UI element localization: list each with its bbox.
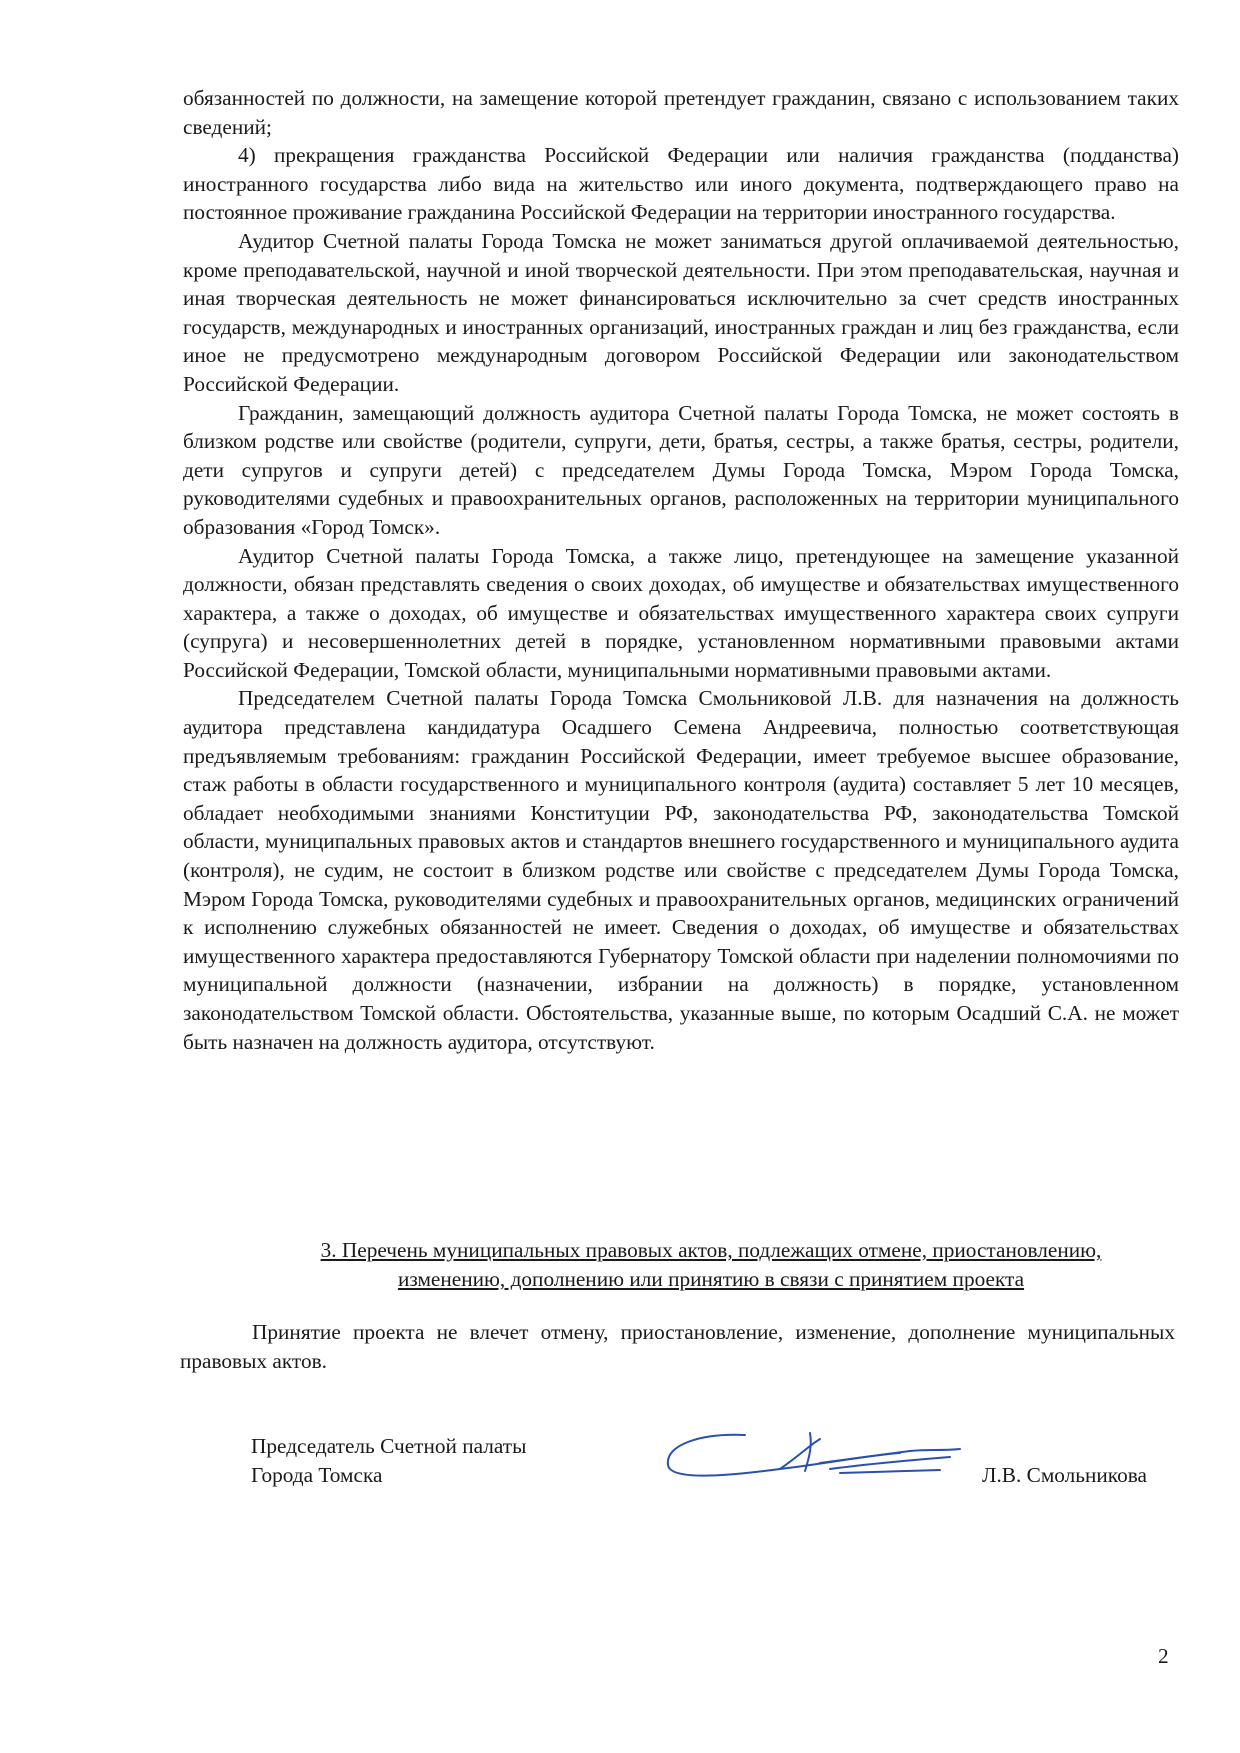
signatory-title	[251, 1432, 526, 1490]
signatory-title-line-1: Председатель Счетной палаты	[251, 1434, 527, 1458]
section-3-heading-line-2: изменению, дополнению или принятию в связи с принятием проекта	[397, 1267, 1025, 1291]
signatory-name: Л.В. Смольникова	[982, 1463, 1147, 1487]
paragraph-continuation: обязанностей по должности, на замещение которой претендует гражданин, связано с использованием таких сведений;	[183, 86, 1179, 139]
paragraph-kinship: Гражданин, замещающий должность аудитора Счетной палаты Города Томска, не может состоять в близком родстве или свойстве (родители, супруги, дети, братья, сестры, а также братья, сестры, родители, дети супругов и супруги детей) с председателем Думы Города Томска, Мэром Города Томска, руководителями судебных и правоохранительных органов, расположенных на территории муниципального образования «Город Томск».	[183, 400, 1179, 539]
handwritten-signature	[660, 1425, 970, 1495]
section-3-body: Принятие проекта не влечет отмену, приостановление, изменение, дополнение муниципальных правовых актов.	[180, 1320, 1175, 1373]
paragraph-candidate: Председателем Счетной палаты Города Томска Смольниковой Л.В. для назначения на должность аудитора представлена кандидатура Осадшего Семена Андреевича, полностью соответствующая предъявляемым требованиям: гражданин Российской Федерации, имеет требуемое высшее образование, стаж работы в области государственного и муниципального контроля (аудита) составляет 5 лет 10 месяцев, обладает необходимыми знаниями Конституции РФ, законодательства РФ, законодательства Томской области, муниципальных правовых актов и стандартов внешнего государственного и муниципального аудита (контроля), не судим, не состоит в близком родстве или свойстве с председателем Думы Города Томска, Мэром Города Томска, руководителями судебных и правоохранительных органов, медицинских ограничений к исполнению служебных обязанностей не имеет. Сведения о доходах, об имуществе и обязательствах имущественного характера предоставляются Губернатору Томской области при наделении полномочиями по муниципальной должности (назначении, избрании на должность) в порядке, установленном законодательством Томской области. Обстоятельства, указанные выше, по которым Осадший С.А. не может быть назначен на должность аудитора, отсутствуют.	[183, 686, 1179, 1054]
document-body	[183, 84, 1179, 1056]
signatory-title-line-2: Города Томска	[251, 1463, 383, 1487]
paragraph-item-4: 4) прекращения гражданства Российской Федерации или наличия гражданства (подданства) иностранного государства либо вида на жительство или иного документа, подтверждающего право на постоянное проживание гражданина Российской Федерации на территории иностранного государства.	[183, 143, 1179, 225]
section-3-heading-line-1: 3. Перечень муниципальных правовых актов, подлежащих отмене, приостановлению,	[320, 1238, 1102, 1262]
page-number: 2	[1158, 1644, 1169, 1668]
paragraph-auditor-activity: Аудитор Счетной палаты Города Томска не может заниматься другой оплачиваемой деятельностью, кроме преподавательской, научной и иной творческой деятельности. При этом преподавательская, научная и иная творческая деятельность не может финансироваться исключительно за счет средств иностранных государств, международных и иностранных организаций, иностранных граждан и лиц без гражданства, если иное не предусмотрено международным договором Российской Федерации или законодательством Российской Федерации.	[183, 228, 1179, 396]
section-3-heading	[183, 1236, 1179, 1294]
paragraph-income-declaration: Аудитор Счетной палаты Города Томска, а также лицо, претендующее на замещение указанной должности, обязан представлять сведения о своих доходах, об имуществе и обязательствах имущественного характера, а также о доходах, об имуществе и обязательствах имущественного характера своих супруги (супруга) и несовершеннолетних детей в порядке, установленном нормативными правовыми актами Российской Федерации, Томской области, муниципальными нормативными правовыми актами.	[183, 543, 1179, 682]
